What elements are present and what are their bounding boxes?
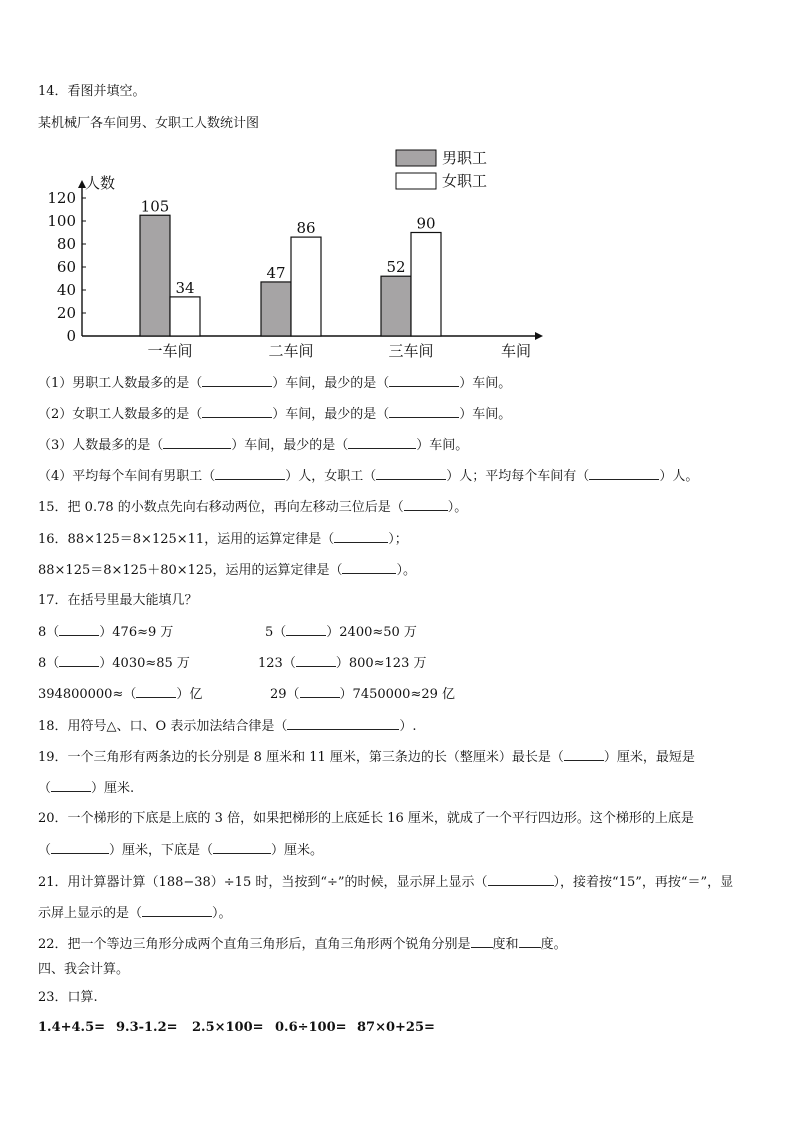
y-tick-label: 40	[56, 281, 76, 299]
answer-blank[interactable]	[389, 406, 459, 418]
q23-item-2: 9.3-1.2=	[116, 1020, 178, 1035]
x-category-label: 三车间	[388, 342, 434, 360]
section-heading: 四、我会计算。	[38, 962, 130, 977]
q17-row1-left: 8（ ）476≈9 万	[38, 625, 174, 640]
legend-swatch-male	[396, 150, 436, 166]
q14-3: （3）人数最多的是（ ）车间，最少的是（ ）车间。	[38, 438, 469, 453]
bar-value-label: 47	[266, 263, 286, 282]
y-tick-label: 0	[66, 327, 76, 345]
q23-item-5: 87×0+25=	[357, 1020, 435, 1035]
q14-4: （4）平均每个车间有男职工（ ）人，女职工（ ）人；平均每个车间有（ ）人。	[38, 469, 699, 484]
bar-value-label: 34	[175, 278, 195, 297]
bar-value-label: 52	[386, 258, 406, 277]
answer-blank[interactable]	[342, 562, 396, 574]
y-tick-label: 120	[47, 189, 76, 207]
y-tick-label: 80	[56, 235, 76, 253]
y-tick-label: 100	[47, 212, 76, 230]
y-axis-label: 人数	[85, 174, 116, 192]
q19-line2: （ ）厘米.	[38, 781, 135, 796]
q17-row2-right: 123（ ）800≈123 万	[258, 656, 427, 671]
y-tick-label: 60	[56, 258, 76, 276]
legend-label-male: 男职工	[442, 149, 488, 167]
bar-male	[140, 215, 170, 336]
q23-title: 23．口算.	[38, 990, 98, 1005]
q15: 15．把 0.78 的小数点先向右移动两位，再向左移动三位后是（ ）。	[38, 500, 468, 515]
answer-blank[interactable]	[213, 842, 271, 854]
bar-chart	[38, 142, 558, 364]
answer-blank[interactable]	[287, 718, 399, 730]
q17-title: 17．在括号里最大能填几？	[38, 593, 198, 608]
bar-value-label: 90	[416, 214, 436, 233]
answer-blank[interactable]	[286, 624, 326, 636]
q21-line2: 示屏上显示的是（ ）。	[38, 906, 232, 921]
answer-blank[interactable]	[202, 406, 272, 418]
q22: 22．把一个等边三角形分成两个直角三角形后，直角三角形两个锐角分别是 度和 度。	[38, 937, 567, 952]
bar-female	[291, 237, 321, 336]
chart-caption: 某机械厂各车间男、女职工人数统计图	[38, 116, 260, 131]
q17-row1-right: 5（ ）2400≈50 万	[265, 625, 417, 640]
answer-blank[interactable]	[376, 468, 446, 480]
answer-blank[interactable]	[488, 874, 554, 886]
q20-line1: 20．一个梯形的下底是上底的 3 倍，如果把梯形的上底延长 16 厘米，就成了一个平行四边形。这个梯形的上底是	[38, 811, 694, 826]
legend-label-female: 女职工	[442, 172, 488, 190]
q23-item-1: 1.4+4.5=	[38, 1020, 106, 1035]
answer-blank[interactable]	[471, 936, 493, 948]
answer-blank[interactable]	[519, 936, 541, 948]
answer-blank[interactable]	[296, 655, 336, 667]
q17-row3-left: 394800000≈（ ）亿	[38, 687, 203, 702]
x-axis-arrow	[535, 332, 543, 340]
answer-blank[interactable]	[564, 749, 604, 761]
q20-line2: （ ）厘米，下底是（ ）厘米。	[38, 843, 324, 858]
answer-blank[interactable]	[142, 905, 212, 917]
answer-blank[interactable]	[334, 531, 388, 543]
answer-blank[interactable]	[136, 686, 176, 698]
chart-legend	[396, 149, 487, 190]
answer-blank[interactable]	[389, 375, 459, 387]
bar-value-label: 105	[140, 197, 170, 216]
q17-row3-right: 29（ ）7450000≈29 亿	[270, 687, 456, 702]
x-category-label: 一车间	[147, 342, 193, 360]
q14-title: 14．看图并填空。	[38, 84, 146, 99]
answer-blank[interactable]	[589, 468, 659, 480]
q16-line1: 16．88×125＝8×125×11，运用的运算定律是（ ）；	[38, 532, 408, 547]
answer-blank[interactable]	[51, 842, 109, 854]
bar-value-label: 86	[296, 219, 316, 238]
answer-blank[interactable]	[59, 624, 99, 636]
q18: 18．用符号△、口、O 表示加法结合律是（ ）.	[38, 719, 417, 734]
q16-line2: 88×125＝8×125＋80×125，运用的运算定律是（ ）。	[38, 563, 416, 578]
x-category-label: 二车间	[268, 342, 314, 360]
y-tick-label: 20	[56, 304, 76, 322]
q21-line1: 21．用计算器计算（188−38）÷15 时，当按到“÷”的时候，显示屏上显示（ ），接着按“15”，再按“＝”，显	[38, 875, 734, 890]
x-axis-label: 车间	[501, 342, 532, 360]
q14-2: （2）女职工人数最多的是（ ）车间，最少的是（ ）车间。	[38, 407, 512, 422]
bar-female	[170, 297, 200, 336]
bar-male	[261, 282, 291, 336]
answer-blank[interactable]	[404, 499, 448, 511]
answer-blank[interactable]	[348, 437, 416, 449]
legend-swatch-female	[396, 173, 436, 189]
bar-female	[411, 233, 441, 337]
answer-blank[interactable]	[300, 686, 340, 698]
answer-blank[interactable]	[163, 437, 231, 449]
answer-blank[interactable]	[59, 655, 99, 667]
bar-male	[381, 276, 411, 336]
answer-blank[interactable]	[215, 468, 285, 480]
answer-blank[interactable]	[202, 375, 272, 387]
q23-item-3: 2.5×100=	[192, 1020, 264, 1035]
q17-row2-left: 8（ ）4030≈85 万	[38, 656, 190, 671]
q14-1: （1）男职工人数最多的是（ ）车间，最少的是（ ）车间。	[38, 376, 512, 391]
q19-line1: 19．一个三角形有两条边的长分别是 8 厘米和 11 厘米，第三条边的长（整厘米）最长是（ ）厘米，最短是	[38, 750, 695, 765]
answer-blank[interactable]	[51, 780, 91, 792]
q23-item-4: 0.6÷100=	[275, 1020, 347, 1035]
